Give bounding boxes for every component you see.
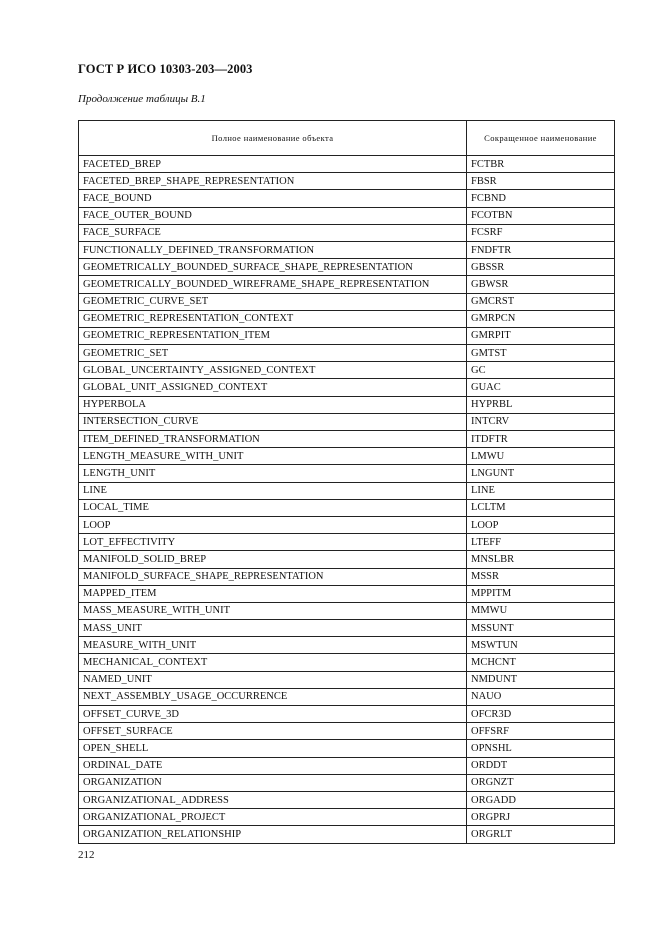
- table-row: [79, 568, 615, 585]
- full-name-cell: ORGANIZATION_RELATIONSHIP: [79, 826, 467, 843]
- short-name-cell: NAUO: [467, 688, 615, 705]
- short-name-cell: ORGADD: [467, 791, 615, 808]
- table-body: [79, 156, 615, 844]
- short-name-cell: LINE: [467, 482, 615, 499]
- short-name-cell: LCLTM: [467, 499, 615, 516]
- short-name-cell: GBSSR: [467, 259, 615, 276]
- full-name-cell: LOT_EFFECTIVITY: [79, 534, 467, 551]
- table-header-row: [79, 121, 615, 156]
- table-row: [79, 757, 615, 774]
- full-name-cell: MECHANICAL_CONTEXT: [79, 654, 467, 671]
- table-row: [79, 190, 615, 207]
- short-name-cell: OFCR3D: [467, 706, 615, 723]
- table-row: [79, 774, 615, 791]
- short-name-cell: FCOTBN: [467, 207, 615, 224]
- short-name-cell: NMDUNT: [467, 671, 615, 688]
- table-row: [79, 620, 615, 637]
- short-name-cell: ORGPRJ: [467, 809, 615, 826]
- short-name-cell: FCTBR: [467, 156, 615, 173]
- table-row: [79, 156, 615, 173]
- short-name-cell: OPNSHL: [467, 740, 615, 757]
- table-row: [79, 396, 615, 413]
- full-name-cell: ORGANIZATIONAL_PROJECT: [79, 809, 467, 826]
- short-name-cell: GMRPIT: [467, 327, 615, 344]
- table-row: [79, 637, 615, 654]
- table-row: [79, 740, 615, 757]
- table-row: [79, 413, 615, 430]
- full-name-cell: NAMED_UNIT: [79, 671, 467, 688]
- short-name-cell: LTEFF: [467, 534, 615, 551]
- full-name-cell: OPEN_SHELL: [79, 740, 467, 757]
- full-name-cell: ORDINAL_DATE: [79, 757, 467, 774]
- table-row: [79, 585, 615, 602]
- short-name-cell: HYPRBL: [467, 396, 615, 413]
- full-name-cell: LOOP: [79, 516, 467, 533]
- table-row: [79, 241, 615, 258]
- short-name-cell: ORGRLT: [467, 826, 615, 843]
- full-name-cell: LOCAL_TIME: [79, 499, 467, 516]
- full-name-cell: LINE: [79, 482, 467, 499]
- full-name-cell: ITEM_DEFINED_TRANSFORMATION: [79, 431, 467, 448]
- table-row: [79, 362, 615, 379]
- table-row: [79, 809, 615, 826]
- short-name-cell: GMCRST: [467, 293, 615, 310]
- full-name-cell: MASS_UNIT: [79, 620, 467, 637]
- full-name-cell: GEOMETRIC_REPRESENTATION_CONTEXT: [79, 310, 467, 327]
- table-row: [79, 723, 615, 740]
- full-name-cell: OFFSET_SURFACE: [79, 723, 467, 740]
- table-row: [79, 602, 615, 619]
- short-name-cell: GBWSR: [467, 276, 615, 293]
- full-name-cell: FACE_OUTER_BOUND: [79, 207, 467, 224]
- short-name-cell: LNGUNT: [467, 465, 615, 482]
- document-header: ГОСТ Р ИСО 10303-203—2003: [78, 62, 253, 76]
- full-name-cell: GEOMETRIC_CURVE_SET: [79, 293, 467, 310]
- table-row: [79, 431, 615, 448]
- full-name-cell: LENGTH_MEASURE_WITH_UNIT: [79, 448, 467, 465]
- short-name-cell: GUAC: [467, 379, 615, 396]
- short-name-cell: FBSR: [467, 173, 615, 190]
- short-name-cell: LOOP: [467, 516, 615, 533]
- short-name-cell: MSWTUN: [467, 637, 615, 654]
- full-name-cell: FUNCTIONALLY_DEFINED_TRANSFORMATION: [79, 241, 467, 258]
- full-name-cell: GLOBAL_UNIT_ASSIGNED_CONTEXT: [79, 379, 467, 396]
- full-name-cell: GLOBAL_UNCERTAINTY_ASSIGNED_CONTEXT: [79, 362, 467, 379]
- table-row: [79, 259, 615, 276]
- table-row: [79, 791, 615, 808]
- table-row: [79, 706, 615, 723]
- table-row: [79, 207, 615, 224]
- full-name-cell: MANIFOLD_SOLID_BREP: [79, 551, 467, 568]
- full-name-cell: OFFSET_CURVE_3D: [79, 706, 467, 723]
- short-name-cell: GMTST: [467, 345, 615, 362]
- full-name-cell: MAPPED_ITEM: [79, 585, 467, 602]
- table-row: [79, 327, 615, 344]
- short-name-cell: ORGNZT: [467, 774, 615, 791]
- short-name-cell: INTCRV: [467, 413, 615, 430]
- table-row: [79, 224, 615, 241]
- table-row: [79, 448, 615, 465]
- full-name-cell: ORGANIZATION: [79, 774, 467, 791]
- column-header-short-name: Сокращенное наименование: [467, 121, 615, 156]
- short-name-cell: MSSUNT: [467, 620, 615, 637]
- short-name-cell: FCSRF: [467, 224, 615, 241]
- short-name-cell: MMWU: [467, 602, 615, 619]
- page-number: 212: [78, 849, 95, 861]
- full-name-cell: GEOMETRICALLY_BOUNDED_SURFACE_SHAPE_REPRESENTATION: [79, 259, 467, 276]
- table-row: [79, 499, 615, 516]
- table-row: [79, 482, 615, 499]
- column-header-full-name: Полное наименование объекта: [79, 121, 467, 156]
- full-name-cell: GEOMETRIC_REPRESENTATION_ITEM: [79, 327, 467, 344]
- short-name-cell: FNDFTR: [467, 241, 615, 258]
- full-name-cell: MASS_MEASURE_WITH_UNIT: [79, 602, 467, 619]
- table-row: [79, 379, 615, 396]
- short-name-cell: ORDDT: [467, 757, 615, 774]
- full-name-cell: ORGANIZATIONAL_ADDRESS: [79, 791, 467, 808]
- table-row: [79, 671, 615, 688]
- full-name-cell: HYPERBOLA: [79, 396, 467, 413]
- full-name-cell: FACE_BOUND: [79, 190, 467, 207]
- table-row: [79, 551, 615, 568]
- abbreviation-table: [78, 120, 615, 844]
- table-row: [79, 310, 615, 327]
- table-row: [79, 534, 615, 551]
- short-name-cell: FCBND: [467, 190, 615, 207]
- full-name-cell: FACETED_BREP_SHAPE_REPRESENTATION: [79, 173, 467, 190]
- full-name-cell: NEXT_ASSEMBLY_USAGE_OCCURRENCE: [79, 688, 467, 705]
- short-name-cell: MPPITM: [467, 585, 615, 602]
- short-name-cell: OFFSRF: [467, 723, 615, 740]
- table-row: [79, 654, 615, 671]
- short-name-cell: GMRPCN: [467, 310, 615, 327]
- full-name-cell: FACETED_BREP: [79, 156, 467, 173]
- short-name-cell: ITDFTR: [467, 431, 615, 448]
- table-row: [79, 516, 615, 533]
- short-name-cell: MCHCNT: [467, 654, 615, 671]
- full-name-cell: FACE_SURFACE: [79, 224, 467, 241]
- table-row: [79, 173, 615, 190]
- table-row: [79, 688, 615, 705]
- short-name-cell: GC: [467, 362, 615, 379]
- full-name-cell: MANIFOLD_SURFACE_SHAPE_REPRESENTATION: [79, 568, 467, 585]
- short-name-cell: MSSR: [467, 568, 615, 585]
- short-name-cell: MNSLBR: [467, 551, 615, 568]
- table-row: [79, 465, 615, 482]
- full-name-cell: GEOMETRIC_SET: [79, 345, 467, 362]
- full-name-cell: MEASURE_WITH_UNIT: [79, 637, 467, 654]
- table-row: [79, 345, 615, 362]
- table-row: [79, 826, 615, 843]
- table-header: [79, 121, 615, 156]
- table-row: [79, 276, 615, 293]
- full-name-cell: GEOMETRICALLY_BOUNDED_WIREFRAME_SHAPE_REPRESENTATION: [79, 276, 467, 293]
- table-caption: Продолжение таблицы В.1: [78, 93, 206, 105]
- short-name-cell: LMWU: [467, 448, 615, 465]
- full-name-cell: INTERSECTION_CURVE: [79, 413, 467, 430]
- full-name-cell: LENGTH_UNIT: [79, 465, 467, 482]
- table-row: [79, 293, 615, 310]
